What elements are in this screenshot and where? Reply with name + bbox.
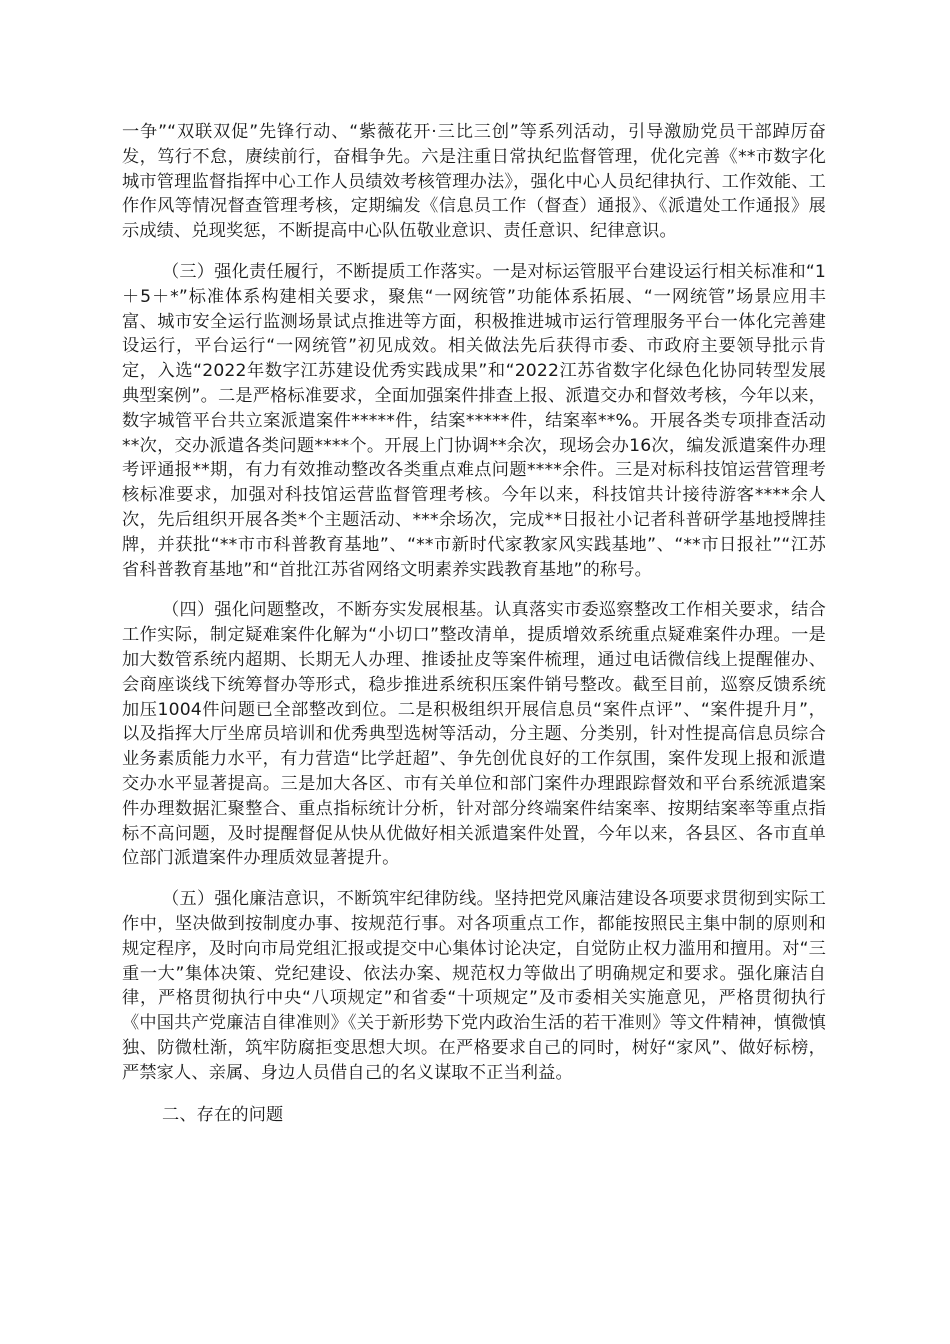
paragraph-continuation: 一争”“双联双促”先锋行动、“紫薇花开·三比三创”等系列活动，引导激励党员干部踔厉奋发，笃行不怠，赓续前行，奋楫争先。六是注重日常执纪监督管理，优化完善《**市数字化城市管理监督指挥中心工作人员绩效考核管理办法》，强化中心人员纪律执行、工作效能、工作作风等情况督查管理考核，定期编发《信息员工作（督查）通报》、《派遣处工作通报》展示成绩、兑现奖惩，不断提高中心队伍敬业意识、责任意识、纪律意识。 bbox=[122, 122, 826, 242]
paragraph-section-three: （三）强化责任履行，不断提质工作落实。一是对标运管服平台建设运行相关标准和“1＋5＋*”标准体系构建相关要求，聚焦“一网统管”功能体系拓展、“一网统管”场景应用丰富、城市安全运行监测场景试点推进等方面，积极推进城市运行管理服务平台一体化完善建设运行，平台运行“一网统管”初见成效。相关做法先后获得市委、市政府主要领导批示肯定，入选“2022年数字江苏建设优秀实践成果”和“2022江苏省数字化绿色化协同转型发展典型案例”。二是严格标准要求，全面加强案件排查上报、派遣交办和督效考核，今年以来，数字城管平台共立案派遣案件*****件，结案*****件，结案率**%。开展各类专项排查活动**次，交办派遣各类问题****个。开展上门协调**余次，现场会办16次，编发派遣案件办理考评通报**期，有力有效推动整改各类重点难点问题****余件。三是对标科技馆运营管理考核标准要求，加强对科技馆运营监督管理考核。今年以来，科技馆共计接待游客****余人次，先后组织开展各类*个主题活动、***余场次，完成**日报社小记者科普研学基地授牌挂牌，并获批“**市市科普教育基地”、“**市新时代家教家风实践基地”、“**市日报社”“江苏省科普教育基地”和“首批江苏省网络文明素养实践教育基地”的称号。 bbox=[122, 261, 826, 580]
document-body bbox=[122, 120, 826, 1128]
section-heading-problems: 二、存在的问题 bbox=[162, 1105, 284, 1126]
paragraph-section-four: （四）强化问题整改，不断夯实发展根基。认真落实市委巡察整改工作相关要求，结合工作实际，制定疑难案件化解为“小切口”整改清单，提质增效系统重点疑难案件办理。一是加大数管系统内超期、长期无人办理、推诿扯皮等案件梳理，通过电话微信线上提醒催办、会商座谈线下统筹督办等形式，稳步推进系统积压案件销号整改。截至目前，巡察反馈系统加压1004件问题已全部整改到位。二是积极组织开展信息员“案件点评”、“案件提升月”，以及指挥大厅坐席员培训和优秀典型选树等活动，分主题、分类别，针对性提高信息员综合业务素质能力水平，有力营造“比学赶超”、争先创优良好的工作氛围，案件发现上报和派遣交办水平显著提高。三是加大各区、市有关单位和部门案件办理跟踪督效和平台系统派遣案件办理数据汇聚整合、重点指标统计分析，针对部分终端案件结案率、按期结案率等重点指标不高问题，及时提醒督促从快从优做好相关派遣案件处置，今年以来，各县区、各市直单位部门派遣案件办理质效显著提升。 bbox=[122, 600, 826, 869]
paragraph-section-five: （五）强化廉洁意识，不断筑牢纪律防线。坚持把党风廉洁建设各项要求贯彻到实际工作中，坚决做到按制度办事、按规范行事。对各项重点工作，都能按照民主集中制的原则和规定程序，及时向市局党组汇报或提交中心集体讨论决定，自觉防止权力滥用和擅用。对“三重一大”集体决策、党纪建设、依法办案、规范权力等做出了明确规定和要求。强化廉洁自律，严格贯彻执行中央“八项规定”和省委“十项规定”及市委相关实施意见，严格贯彻执行《中国共产党廉洁自律准则》《关于新形势下党内政治生活的若干准则》等文件精神，慎微慎独、防微杜渐，筑牢防腐拒变思想大坝。在严格要求自己的同时，树好“家风”、做好标榜，严禁家人、亲属、身边人员借自己的名义谋取不正当利益。 bbox=[122, 889, 826, 1083]
